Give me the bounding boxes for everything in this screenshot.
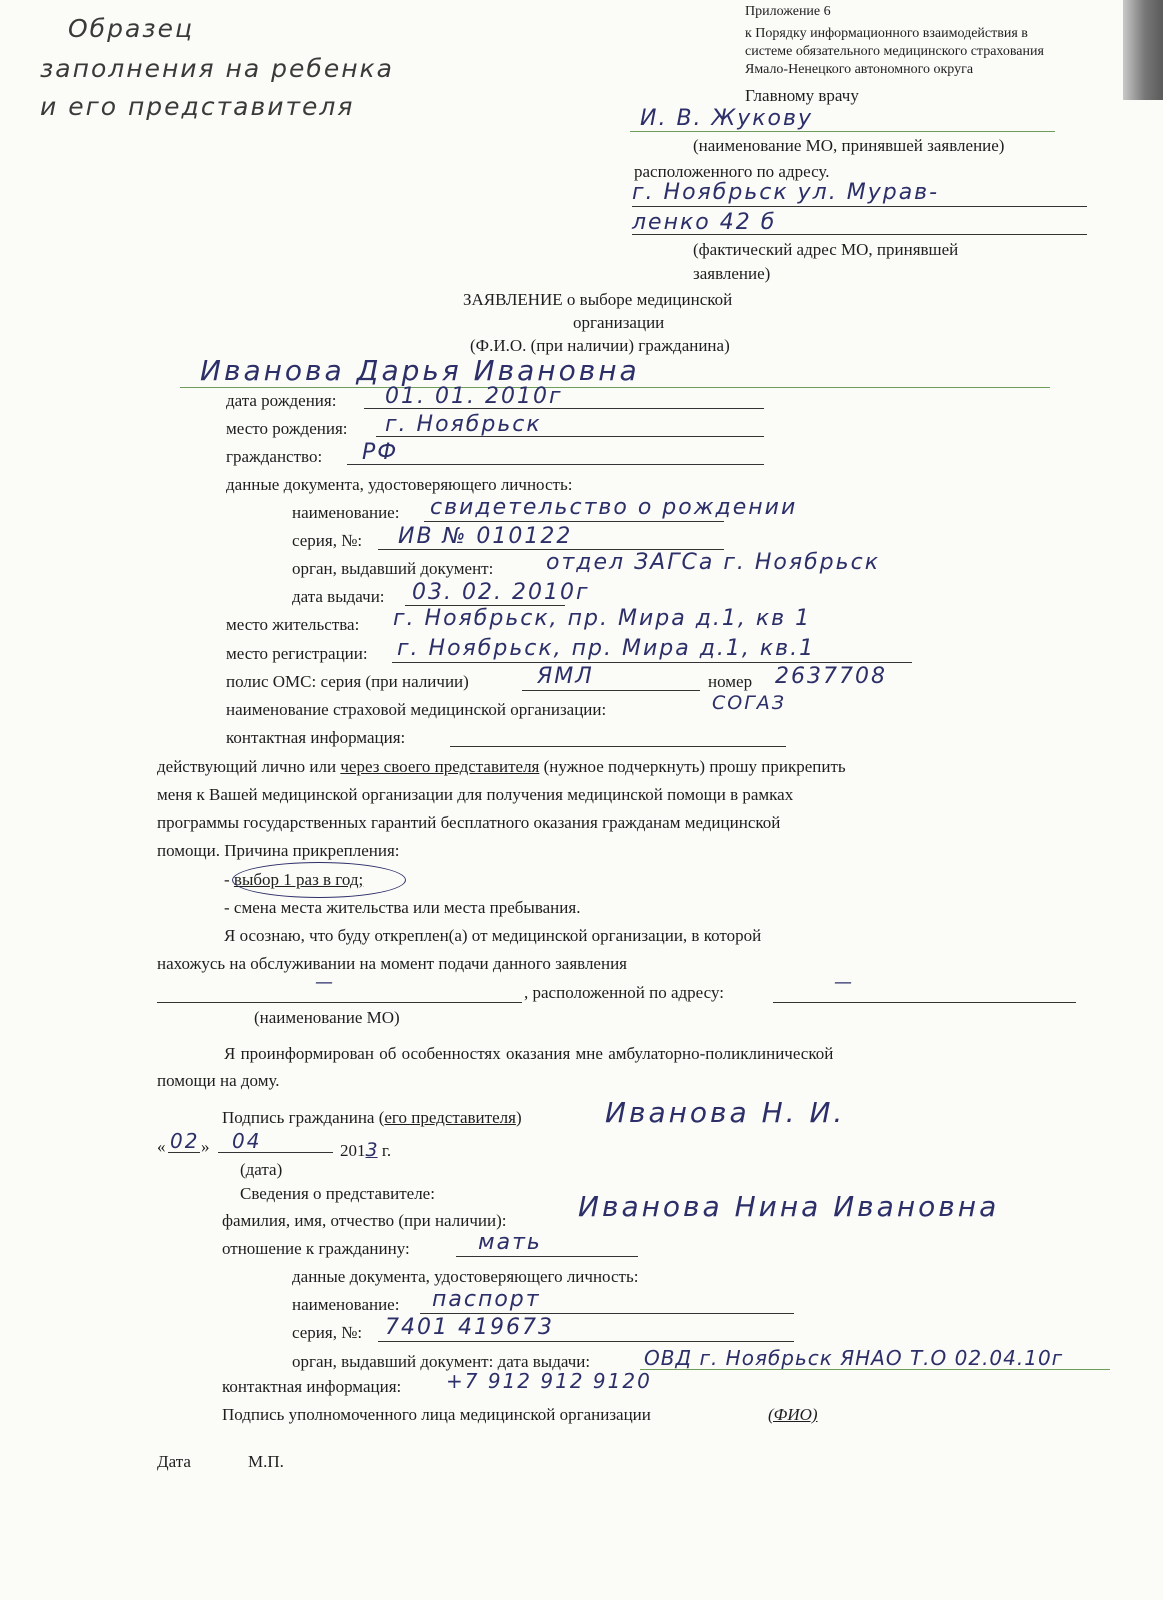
reason-1-dash: - [224,870,234,889]
reason-1-handwritten-mark [232,862,406,898]
representative-fio-label: фамилия, имя, отчество (при наличии): [222,1211,507,1230]
reason-1-text: выбор 1 раз в год; [233,870,364,889]
citizen-full-name: Иванова Дарья Ивановна [200,354,640,387]
year-prefix: 201 [340,1141,366,1160]
request-line3: программы государственных гарантий бесплатного оказания гражданам медицинской [157,813,781,832]
date-month-value: 04 [232,1129,262,1153]
request-line4: помощи. Причина прикрепления: [157,841,400,860]
policy-series-value: ЯМЛ [537,664,594,689]
mo-address-underline1 [632,206,1087,207]
mo-address-line1: г. Ноябрьск ул. Мурав- [632,180,940,205]
birth-place-value: г. Ноябрьск [385,412,542,437]
sample-note-line2: заполнения на ребенка [40,54,394,83]
representative-doc-issuer-value: ОВД г. Ноябрьск ЯНАО Т.О 02.04.10г [644,1346,1064,1370]
citizen-doc-date-label: дата выдачи: [292,587,385,606]
representative-fio-value: Иванова Нина Ивановна [578,1190,1000,1223]
year-suffix: г. [377,1141,392,1160]
birth-place-line [376,436,764,437]
request-line1 [157,757,846,777]
relation-line [456,1256,638,1257]
chief-doctor-name: И. В. Жукову [640,106,813,131]
representative-doc-series-line [378,1341,794,1342]
citizen-doc-name-label: наименование: [292,503,400,522]
citizenship-label: гражданство: [226,447,323,466]
footer-date-label: Дата [157,1452,191,1471]
representative-doc-name-label: наименование: [292,1295,400,1314]
request-post: (нужное подчеркнуть) прошу прикрепить [539,757,846,776]
representative-doc-name-line [420,1313,794,1314]
mo-address-underline2 [632,234,1087,235]
detach-line2: нахожусь на обслуживании на момент подачи данного заявления [157,954,627,973]
citizenship-value: РФ [362,440,399,465]
mo-caption: (наименование МО, принявшей заявление) [693,136,1005,155]
citizen-doc-name-value: свидетельство о рождении [430,495,798,520]
detach-line1: Я осознаю, что буду откреплен(а) от медицинской организации, в которой [224,926,762,945]
birth-date-label: дата рождения: [226,391,337,410]
signature-label-pre: Подпись гражданина ( [222,1108,385,1127]
representative-doc-name-value: паспорт [432,1287,541,1312]
representative-header: Сведения о представителе: [240,1184,435,1203]
date-year [340,1137,391,1163]
informed-line1: Я проинформирован об особенностях оказания мне амбулаторно-поликлинической [224,1044,834,1063]
signature-label-post: ) [515,1108,522,1127]
sample-note-line3: и его представителя [40,92,355,121]
address-caption-line2: заявление) [693,264,771,283]
previous-mo-name-dash: — [315,972,335,993]
representative-contact-value: +7 912 912 9120 [446,1369,652,1393]
policy-number-label: номер [708,672,753,691]
appendix-line1: Приложение 6 [745,4,831,19]
official-fio: (ФИО) [768,1405,818,1424]
previous-mo-address-line [773,1002,1076,1003]
request-line2: меня к Вашей медицинской организации для получения медицинской помощи в рамках [157,785,794,804]
residence-label: место жительства: [226,615,360,634]
detach-address-label: , расположенной по адресу: [524,983,724,1002]
citizenship-line [347,464,764,465]
date-open-quote: « [157,1137,166,1156]
representative-doc-series-value: 7401 419673 [385,1315,554,1340]
birth-place-label: место рождения: [226,419,348,438]
appendix-line3: системе обязательного медицинского страхования [745,44,1044,59]
appendix-line2: к Порядку информационного взаимодействия в [745,26,1028,41]
form-title: ЗАЯВЛЕНИЕ о выборе медицинской [463,290,733,309]
policy-series-line [522,690,700,691]
year-digit-value: 3 [365,1139,378,1161]
mo-name-caption: (наименование МО) [254,1008,400,1027]
previous-mo-address-dash: — [834,972,854,993]
citizen-doc-issuer-value: отдел ЗАГСа г. Ноябрьск [546,550,880,575]
form-title-line3: (Ф.И.О. (при наличии) гражданина) [470,336,730,355]
address-label: расположенного по адресу. [634,162,830,181]
relation-label: отношение к гражданину: [222,1239,410,1258]
registration-line [392,662,912,663]
to-chief-doctor-label: Главному врачу [745,86,859,105]
citizen-signature-value: Иванова Н. И. [605,1096,846,1129]
citizen-doc-date-value: 03. 02. 2010г [412,580,590,605]
official-signature-label: Подпись уполномоченного лица медицинской организации [222,1405,651,1424]
contact-line [450,746,786,747]
date-month-line [218,1152,333,1153]
citizen-signature-label [222,1108,522,1128]
form-title-line2: организации [573,313,665,332]
policy-number-value: 2637708 [775,664,887,689]
citizen-name-line [180,387,1050,388]
stamp-label: М.П. [248,1452,284,1471]
citizen-doc-name-line [424,521,724,522]
registration-label: место регистрации: [226,644,368,663]
representative-doc-header: данные документа, удостоверяющего личность: [292,1267,639,1286]
representative-doc-issuer-label: орган, выдавший документ: дата выдачи: [292,1352,591,1371]
citizen-doc-series-label: серия, №: [292,531,363,550]
citizen-doc-series-value: ИВ № 010122 [398,524,573,549]
insurer-value: СОГАЗ [712,692,786,714]
insurer-label: наименование страховой медицинской организации: [226,700,607,719]
policy-series-label: полис ОМС: серия (при наличии) [226,672,469,691]
scan-edge [1123,0,1163,100]
registration-value: г. Ноябрьск, пр. Мира д.1, кв.1 [397,636,816,661]
chief-doctor-line [630,131,1055,132]
residence-value: г. Ноябрьск, пр. Мира д.1, кв 1 [393,606,812,631]
request-pre: действующий лично или [157,757,341,776]
citizen-doc-issuer-label: орган, выдавший документ: [292,559,494,578]
request-representative-underlined: через своего представителя [340,757,540,776]
appendix-line4: Ямало-Ненецкого автономного округа [745,62,974,77]
informed-line2: помощи на дому. [157,1071,280,1090]
signature-label-representative: его представителя [384,1108,516,1127]
birth-date-line [364,408,764,409]
mo-address-line2: ленко 42 б [632,210,777,235]
sample-note-line1: Образец [68,14,194,43]
representative-contact-label: контактная информация: [222,1377,402,1396]
citizen-doc-header: данные документа, удостоверяющего личность: [226,475,573,494]
date-day-line [168,1152,200,1153]
previous-mo-name-line [157,1002,522,1003]
birth-date-value: 01. 01. 2010г [385,384,563,409]
date-day-value: 02 [170,1129,200,1153]
address-caption-line1: (фактический адрес МО, принявшей [693,240,959,259]
date-close-quote: » [201,1137,210,1156]
date-caption: (дата) [240,1160,283,1179]
representative-doc-series-label: серия, №: [292,1323,363,1342]
relation-value: мать [478,1230,542,1255]
contact-label: контактная информация: [226,728,406,747]
reason-2: - смена места жительства или места пребывания. [224,898,581,917]
representative-doc-issuer-line [640,1369,1110,1370]
